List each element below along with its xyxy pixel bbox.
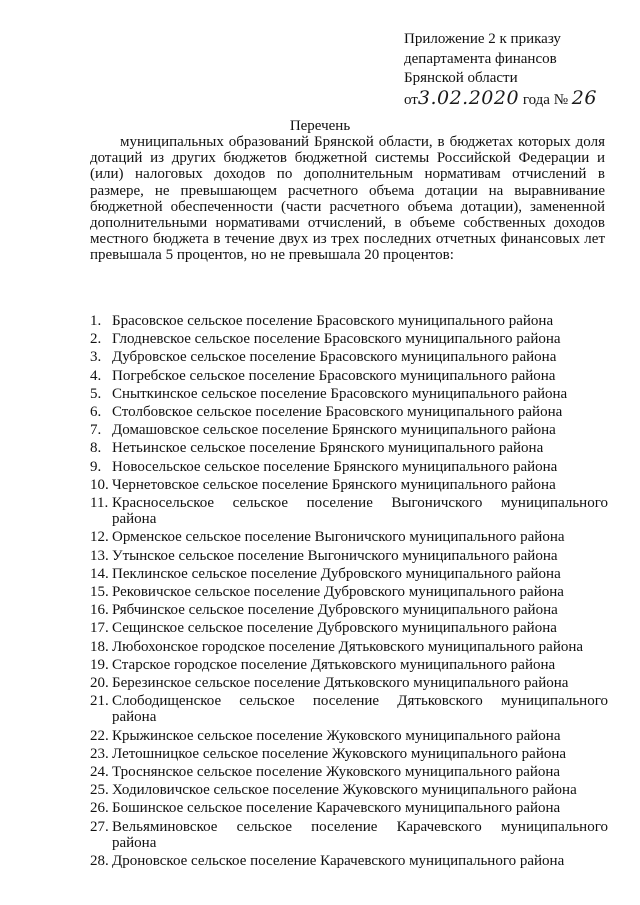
list-item: [90, 459, 608, 475]
list-item-number: 10.: [90, 476, 109, 493]
list-item: [90, 728, 608, 744]
list-item: [90, 693, 608, 725]
list-item: [90, 782, 608, 798]
list-item-text: Троснянское сельское поселение Жуковского муниципального района: [112, 764, 561, 781]
list-item: [90, 746, 608, 762]
list-item: [90, 331, 608, 347]
list-item-number: 19.: [90, 656, 109, 673]
list-item-text-line1: Слободищенское сельское поселение Дятьковского муниципального: [112, 693, 608, 710]
list-item-text: [112, 819, 608, 851]
list-item-text: Утынское сельское поселение Выгоничского муниципального района: [112, 547, 558, 564]
list-item-number: 23.: [90, 745, 109, 762]
header-line-3: Брянской области: [404, 70, 518, 86]
list-item-text: Любохонское городское поселение Дятьковского муниципального района: [112, 638, 584, 655]
list-item-number: 17.: [90, 620, 109, 637]
list-item-number: 28.: [90, 853, 109, 870]
list-item-text: Сныткинское сельское поселение Брасовского муниципального района: [112, 385, 568, 402]
list-item-number: 2.: [90, 331, 102, 348]
list-item: [90, 853, 608, 869]
list-item: [90, 477, 608, 493]
list-item-text-line2: района: [112, 834, 157, 851]
list-item-text-line1: Красносельское сельское поселение Выгоничского муниципального: [112, 495, 608, 512]
list-item-text: Сещинское сельское поселение Дубровского муниципального района: [112, 620, 557, 637]
list-item-number: 7.: [90, 422, 102, 439]
list-item-number: 18.: [90, 638, 109, 655]
list-item-number: 14.: [90, 565, 109, 582]
list-item: [90, 440, 608, 456]
list-item: [90, 764, 608, 780]
list-item-text: Дроновское сельское поселение Карачевского муниципального района: [112, 853, 565, 870]
from-prefix: от: [404, 91, 418, 108]
list-item-text: Домашовское сельское поселение Брянского муниципального района: [112, 422, 556, 439]
handwritten-number: 26: [571, 86, 597, 109]
list-item: [90, 404, 608, 420]
list-item: [90, 566, 608, 582]
list-item-text: Глодневское сельское поселение Брасовского муниципального района: [112, 331, 561, 348]
list-item-text: Крыжинское сельское поселение Жуковского муниципального района: [112, 727, 561, 744]
list-item-number: 16.: [90, 602, 109, 619]
list-item-number: 3.: [90, 349, 102, 366]
list-item: [90, 386, 608, 402]
list-item-text-line2: района: [112, 511, 157, 528]
list-item-number: 4.: [90, 367, 102, 384]
list-item-number: 21.: [90, 693, 109, 710]
list-item-number: 12.: [90, 529, 109, 546]
list-item: [90, 675, 608, 691]
list-item-text: Чернетовское сельское поселение Брянского муниципального района: [112, 476, 556, 493]
year-word: года: [522, 91, 550, 108]
list-item-text: Старское городское поселение Дятьковского муниципального района: [112, 656, 556, 673]
list-item-number: 25.: [90, 782, 109, 799]
list-item-text-line1: Вельяминовское сельское поселение Карачевского муниципального: [112, 818, 608, 835]
list-item-number: 20.: [90, 675, 109, 692]
list-item-text-line2: района: [112, 709, 157, 726]
list-item-text: Березинское сельское поселение Дятьковского муниципального района: [112, 675, 569, 692]
list-item-number: 27.: [90, 818, 109, 835]
list-item-text: Столбовское сельское поселение Брасовского муниципального района: [112, 404, 563, 421]
list-item-text: Ходиловичское сельское поселение Жуковского муниципального района: [112, 782, 577, 799]
header-line-2: департамента финансов: [404, 50, 557, 67]
list-item-text: Дубровское сельское поселение Брасовского муниципального района: [112, 349, 557, 366]
list-item-text: Брасовское сельское поселение Брасовского муниципального района: [112, 313, 554, 329]
number-sign: №: [553, 91, 569, 108]
list-item: [90, 368, 608, 384]
list-item-text: Рековичское сельское поселение Дубровского муниципального района: [112, 584, 564, 601]
list-item-number: 5.: [90, 385, 102, 402]
list-item: [90, 639, 608, 655]
list-item: [90, 620, 608, 636]
header-line-1: Приложение 2 к приказу: [404, 31, 561, 47]
list-item-number: 8.: [90, 440, 102, 457]
list-item-text: Новосельское сельское поселение Брянского муниципального района: [112, 458, 558, 475]
list-item-number: 22.: [90, 727, 109, 744]
list-item-number: 11.: [90, 495, 109, 512]
list-item-text: Летошницкое сельское поселение Жуковского муниципального района: [112, 745, 567, 762]
list-item-text: Нетьинское сельское поселение Брянского муниципального района: [112, 440, 544, 457]
list-item-text: Погребское сельское поселение Брасовского муниципального района: [112, 367, 556, 384]
list-item: [90, 422, 608, 438]
list-item-text: Пеклинское сельское поселение Дубровского муниципального района: [112, 565, 561, 582]
list-item: [90, 548, 608, 564]
list-item: [90, 819, 608, 851]
list-item: [90, 602, 608, 618]
list-item-number: 9.: [90, 458, 102, 475]
list-item: [90, 529, 608, 545]
list-item-number: 15.: [90, 584, 109, 601]
list-item-number: 13.: [90, 547, 109, 564]
list-item: [90, 313, 608, 329]
list-item-text: Орменское сельское поселение Выгоничского муниципального района: [112, 529, 565, 546]
list-item-text: Рябчинское сельское поселение Дубровского муниципального района: [112, 602, 558, 619]
list-item-number: 26.: [90, 800, 109, 817]
intro-paragraph: муниципальных образований Брянской области, в бюджетах которых доля дотаций из других бюджетов бюджетной системы Российской Федерации и (или) налоговых доходов по дополнительным нормативам отчислений в размере, не превышающем расчетного объема дотации на выравнивание бюджетной обеспеченности (части расчетного объема дотации), замененной дополнительными нормативами отчислений, в объеме собственных доходов местного бюджета в течение двух из трех последних отчетных финансовых лет превышала 5 процентов, но не превышала 20 процентов:: [90, 134, 605, 264]
list-item: [90, 584, 608, 600]
list-item-text: [112, 495, 608, 527]
list-item: [90, 800, 608, 816]
header-date-line: [404, 86, 634, 111]
list-item: [90, 349, 608, 365]
list-item-number: 24.: [90, 764, 109, 781]
handwritten-date: 3.02.2020: [417, 86, 520, 109]
municipality-list: [90, 313, 608, 871]
list-item: [90, 657, 608, 673]
list-item-text: Бошинское сельское поселение Карачевского муниципального района: [112, 800, 561, 817]
document-header: [404, 30, 634, 110]
list-item-text: [112, 693, 608, 725]
list-item-number: 6.: [90, 404, 102, 421]
list-item-number: 1.: [90, 313, 102, 329]
list-item: [90, 495, 608, 527]
document-title: Перечень: [289, 118, 351, 134]
